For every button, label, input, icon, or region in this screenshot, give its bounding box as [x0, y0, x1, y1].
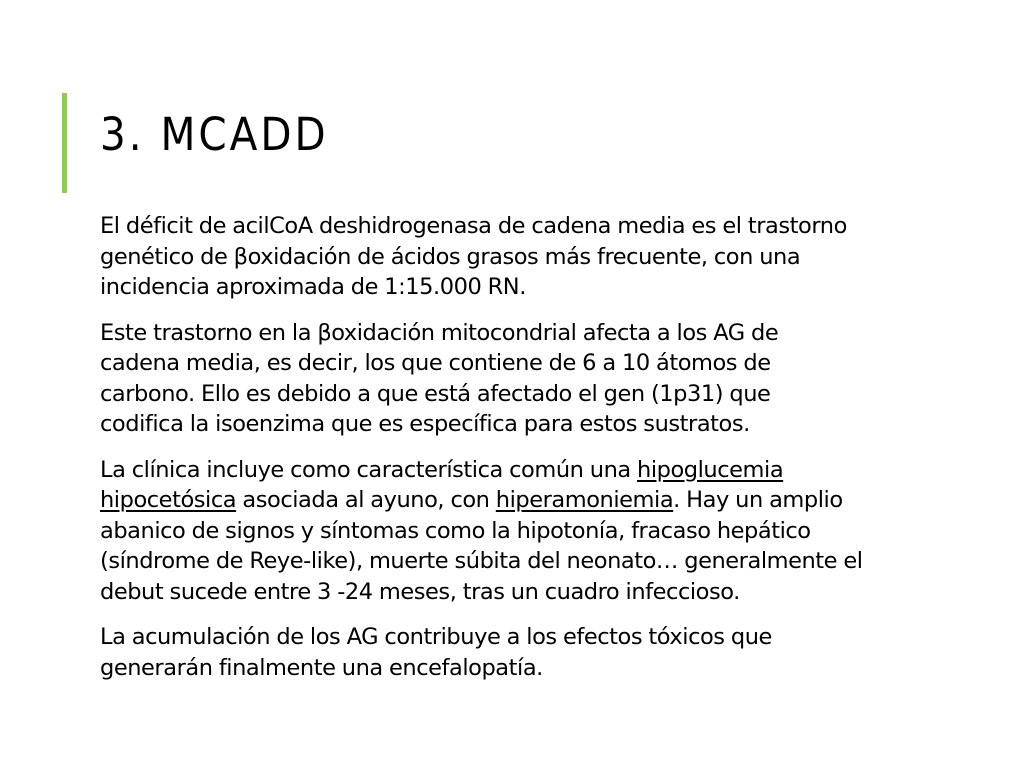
text-segment: La acumulación de los AG contribuye a los efectos tóxicos que — [100, 624, 772, 650]
underlined-term: hiperamoniemia — [495, 487, 674, 513]
text-segment: La clínica incluye como característica común una — [100, 456, 638, 483]
slide-body — [100, 211, 910, 698]
text-segment: codifica la isoenzima que es específica para estos sustratos. — [100, 411, 750, 437]
text-segment: . Hay un amplio — [673, 487, 843, 513]
body-paragraph-1 — [100, 211, 910, 303]
body-paragraph-3 — [100, 455, 910, 608]
text-segment: asociada al ayuno, con — [236, 487, 496, 513]
body-paragraph-4 — [100, 622, 910, 683]
text-segment: Este trastorno en la βoxidación mitocondrial afecta a los AG de — [100, 319, 779, 346]
text-segment: cadena media, es decir, los que contiene de 6 a 10 átomos de — [100, 350, 771, 376]
text-segment: (síndrome de Reye-like), muerte súbita del neonato… generalmente el — [100, 548, 863, 574]
slide-title: 3. MCADD — [100, 108, 329, 161]
text-segment: El déficit de acilCoA deshidrogenasa de cadena media es el trastorno — [100, 213, 847, 239]
title-accent-bar — [62, 93, 67, 193]
text-segment: incidencia aproximada de 1:15.000 RN. — [100, 274, 526, 300]
text-segment: generarán finalmente una encefalopatía. — [100, 654, 543, 681]
underlined-term: hipoglucemia — [637, 456, 784, 483]
body-paragraph-2 — [100, 318, 910, 440]
text-segment: abanico de signos y síntomas como la hipotonía, fracaso hepático — [100, 517, 811, 544]
underlined-term: hipocetósica — [100, 487, 237, 513]
text-segment: genético de βoxidación de ácidos grasos más frecuente, con una — [100, 243, 801, 270]
text-segment: debut sucede entre 3 -24 meses, tras un cuadro infeccioso. — [100, 578, 740, 605]
text-segment: carbono. Ello es debido a que está afectado el gen (1p31) que — [100, 380, 771, 407]
